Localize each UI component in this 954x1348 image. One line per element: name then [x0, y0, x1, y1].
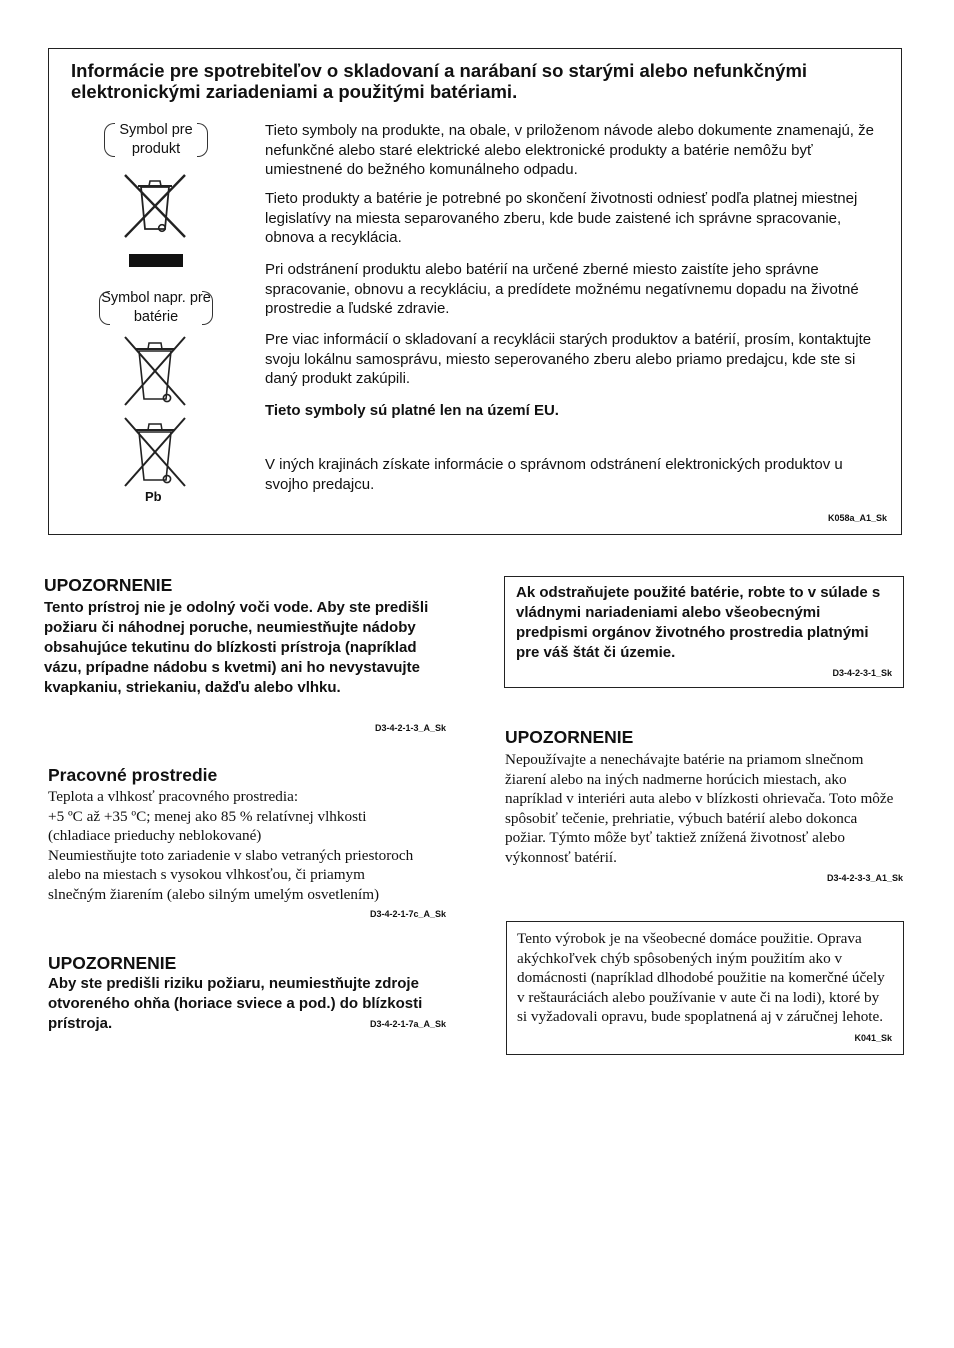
environment-code: D3-4-2-1-7c_A_Sk	[369, 909, 446, 919]
home-use-text: Tento výrobok je na všeobecné domáce použitie. Oprava akýchkoľvek chýb spôsobených iným použitím ako v domácnosti (napríklad dlhodobé použitie na komerčné účely v reštauráciách alebo používanie v aute či na lodi), ktoré by si vyžadovali opravu, bude spoplatnená aj v záručnej lehote.	[517, 930, 885, 1026]
crossed-bin-icon-battery	[123, 335, 187, 407]
warning1-code: D3-4-2-1-3_A_Sk	[374, 723, 446, 733]
weee-paragraph-4: Pre viac informácií o skladovaní a recyklácii starých produktov a batérií, prosím, kontaktujte svoju lokálnu samosprávu, miesto seperovaného zberu alebo priamo predajcu, kde ste si daný produkt zakúpili.	[265, 331, 872, 387]
warning3-text: Nepoužívajte a nenechávajte batérie na priamom slnečnom žiarení alebo na iných nadmerne horúcich miestach, ako napríklad v interiéri auta alebo v blízkosti ohrievača. Toto môže spôsobiť tečenie, prehriatie, výbuch batérií alebo dokonca požiar. Týmto môže byť taktiež znížená životnosť alebo výkonnosť batérií.	[505, 751, 894, 866]
home-use-box	[506, 921, 904, 1055]
warning3-code: D3-4-2-3-3_A1_Sk	[826, 873, 903, 883]
weee-paragraph-3: Pri odstránení produktu alebo batérií na určené zberné miesto zaistíte jeho správne spracovanie, obnovu a recykláciu, a predídete možnému negatívnemu dopadu na životné prostredie a ľudské zdravie.	[265, 261, 859, 317]
battery-disposal-box	[504, 576, 904, 688]
symbol-product-label: Symbol pre produkt	[106, 121, 206, 159]
crossed-bin-pb-icon	[123, 416, 187, 488]
environment-text	[48, 787, 458, 905]
environment-line-2: +5 ºC až +35 ºC; menej ako 85 % relatívnej vlhkosti	[48, 807, 367, 825]
weee-info-box	[48, 48, 902, 535]
environment-line-5: alebo na miestach s vysokou vlhkosťou, či priamym	[48, 866, 365, 884]
warning2-heading: UPOZORNENIE	[48, 953, 177, 973]
weee-paragraph-2: Tieto produkty a batérie je potrebné po skončení životnosti odniesť podľa platnej miestnej legislatívy na miesta separovaného zberu, kde bude zaistené ich správne spracovanie, obnova a recyklácia.	[265, 190, 858, 246]
other-countries-note: V iných krajinách získate informácie o správnom odstránení elektronických produktov u svojho predajcu.	[265, 456, 843, 493]
eu-only-note: Tieto symboly sú platné len na území EU.	[265, 402, 559, 419]
weee-code: K058a_A1_Sk	[827, 513, 887, 523]
weee-paragraph-1: Tieto symboly na produkte, na obale, v priloženom návode alebo dokumente znamenajú, že nefunkčné alebo staré elektrické alebo elektronické produkty a batérie nemôžu byť umiestnené do bežného komunálneho odpadu.	[265, 122, 874, 178]
warning2-code: D3-4-2-1-7a_A_Sk	[369, 1019, 446, 1029]
warning3-heading: UPOZORNENIE	[505, 727, 634, 747]
environment-line-4: Neumiestňujte toto zariadenie v slabo vetraných priestoroch	[48, 846, 414, 864]
environment-line-6: slnečným žiarením (alebo silným umelým osvetlením)	[48, 885, 380, 903]
crossed-bin-icon	[123, 173, 187, 239]
warning1-text: Tento prístroj nie je odolný voči vode. Aby ste predišli požiaru či náhodnej poruche, neumiestňujte nádoby obsahujúce tekutinu do blízkosti prístroja (napríklad vázu, prípadne nádobu s kvetmi) ani ho nevystavujte kvapkaniu, striekaniu, dažďu alebo vlhku.	[44, 599, 429, 696]
battery-disposal-text: Ak odstraňujete použité batérie, robte to v súlade s vládnymi nariadeniami alebo všeobecnými predpismi orgánov životného prostredia platnými pre váš štát či územie.	[516, 584, 881, 661]
black-bar-mark	[129, 254, 183, 267]
weee-title: Informácie pre spotrebiteľov o skladovaní a narábaní so starými alebo nefunkčnými elektronickými zariadeniami a použitými batériami.	[71, 60, 808, 102]
environment-line-1: Teplota a vlhkosť pracovného prostredia:	[48, 788, 299, 805]
warning1-heading: UPOZORNENIE	[44, 575, 173, 595]
home-use-code: K041_Sk	[854, 1033, 892, 1043]
battery-disposal-code: D3-4-2-3-1_Sk	[832, 668, 892, 678]
environment-heading: Pracovné prostredie	[48, 765, 218, 785]
pb-label: Pb	[145, 489, 162, 504]
symbol-battery-label: Symbol napr. pre batérie	[101, 290, 211, 325]
warning2-text: Aby ste predišli riziku požiaru, neumiestňujte zdroje otvoreného ohňa (horiace sviece a pod.) do blízkosti prístroja.	[48, 975, 423, 1032]
environment-line-3: (chladiace prieduchy neblokované)	[48, 827, 262, 845]
